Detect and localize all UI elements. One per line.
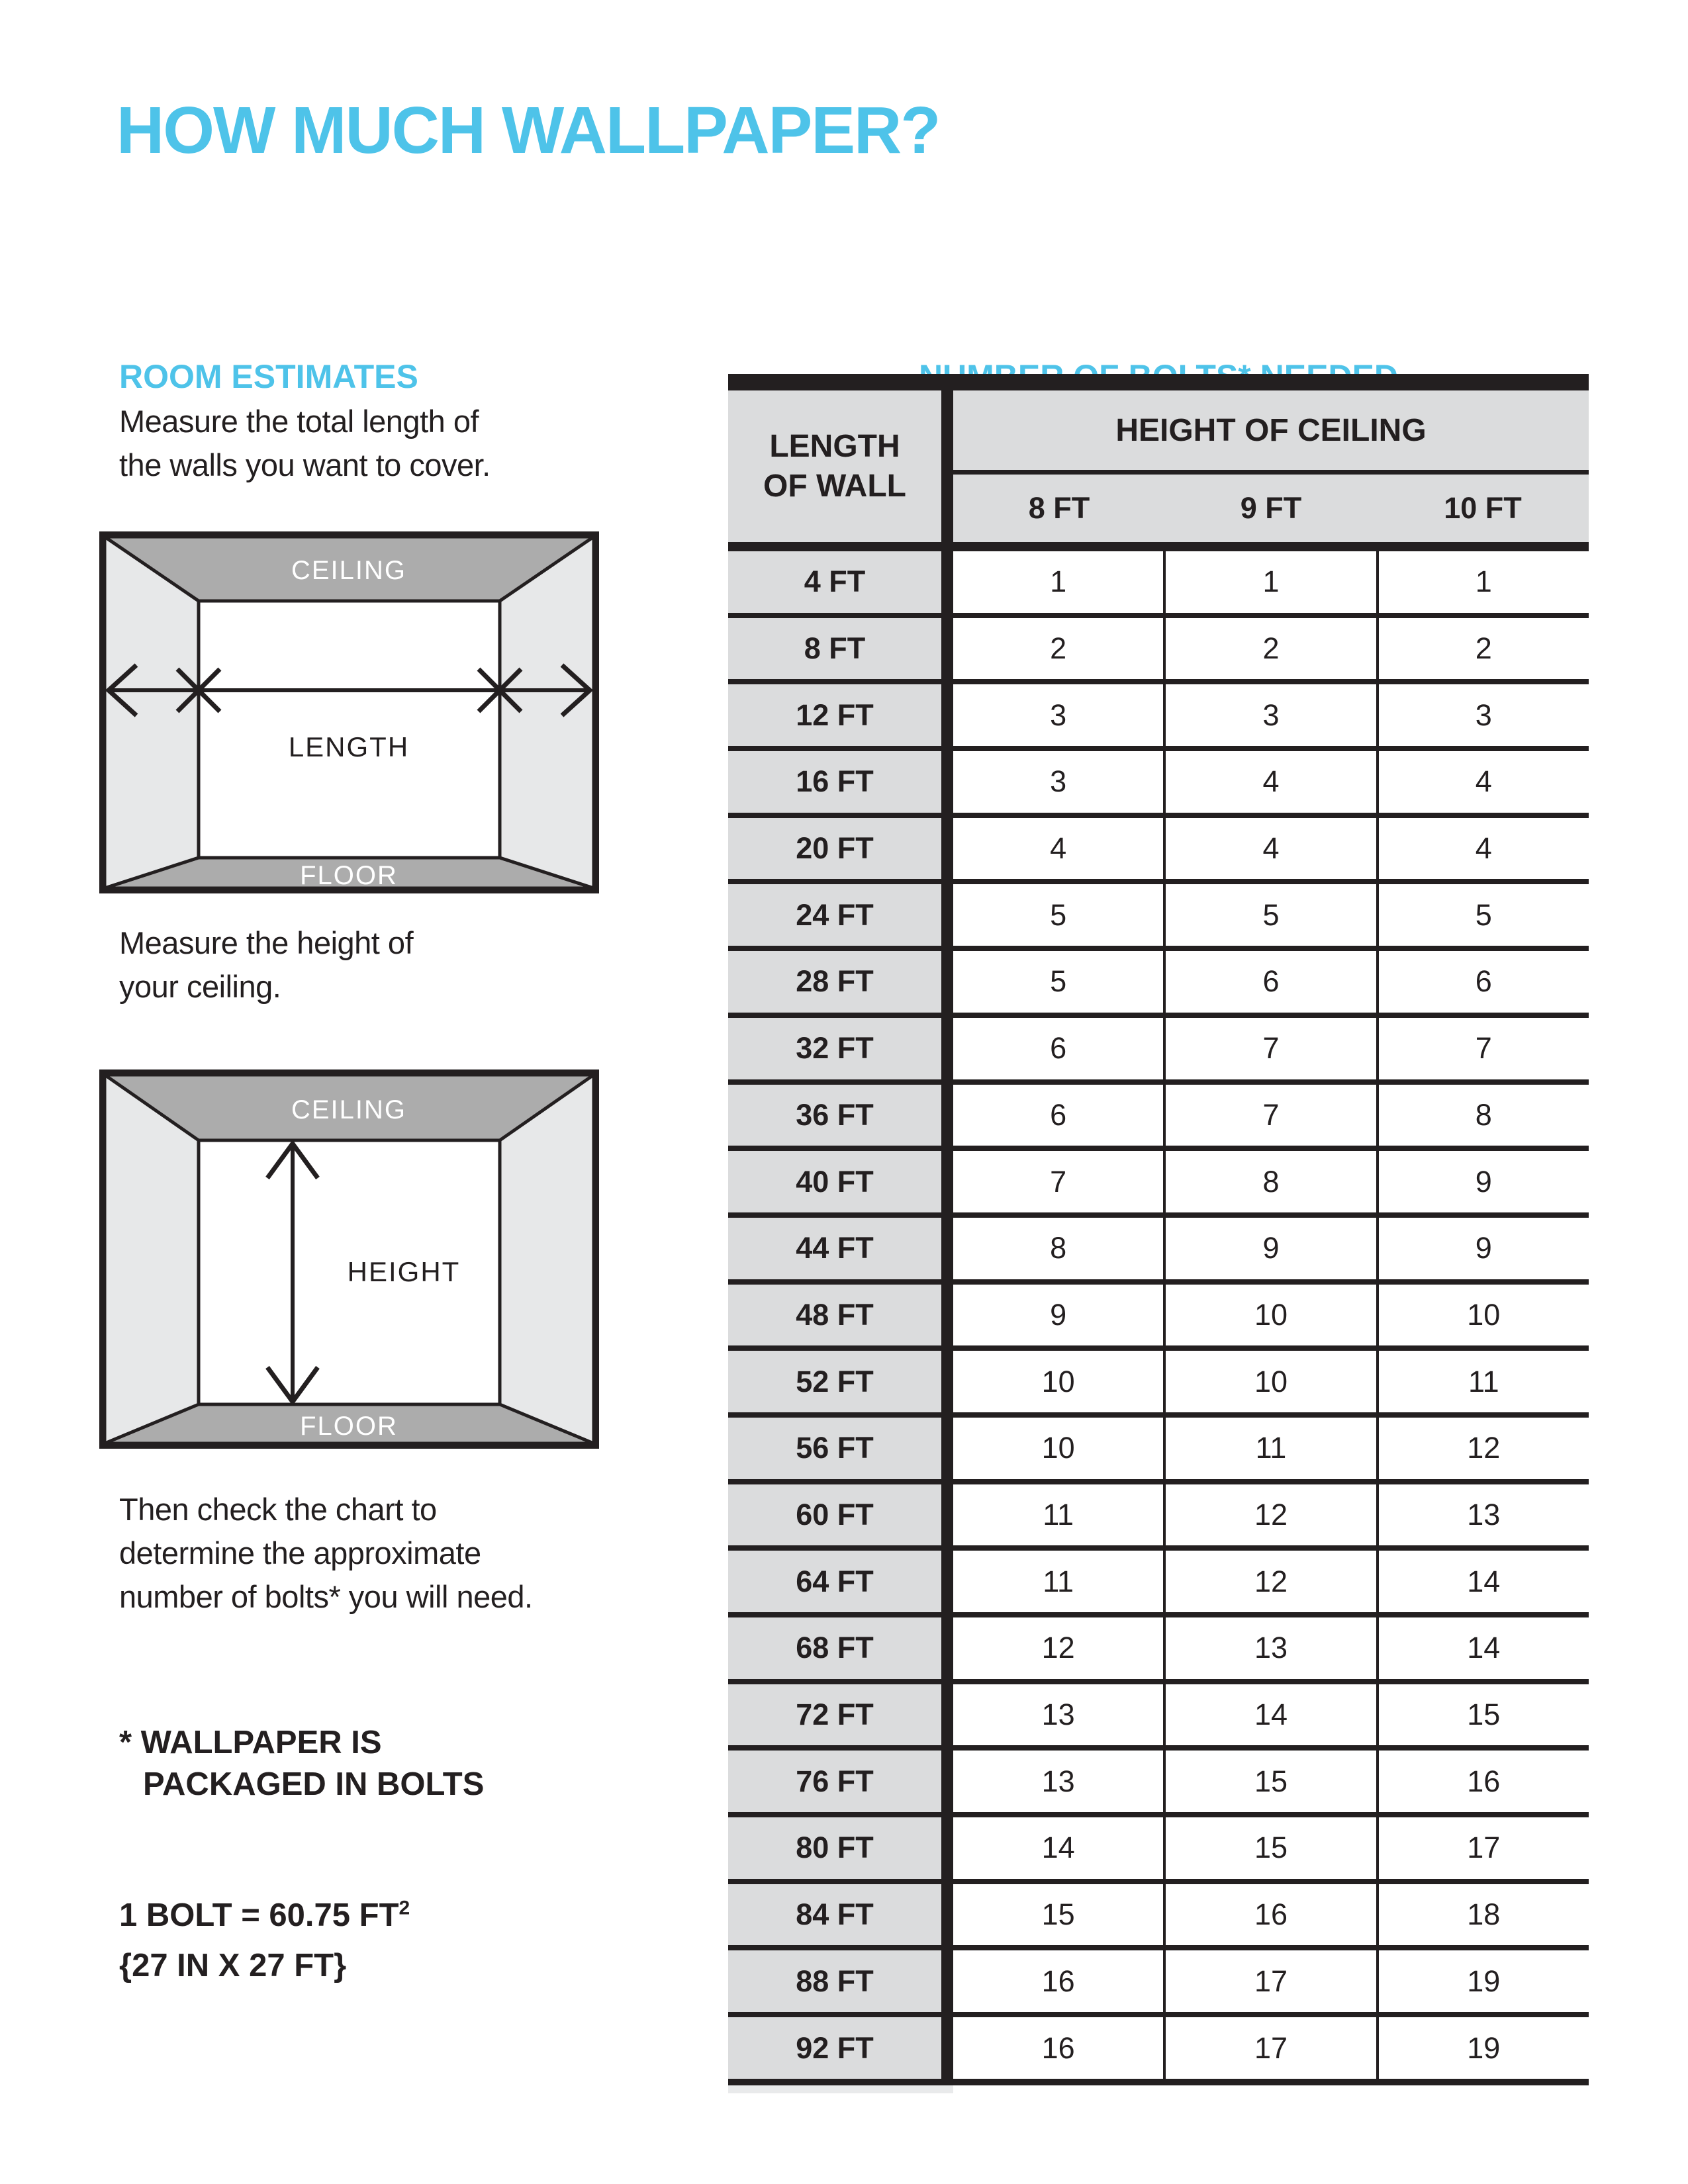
row-label-76-ft: 76 FT bbox=[728, 1751, 953, 1812]
instruction-line: the walls you want to cover. bbox=[119, 447, 491, 482]
cell-16-ft-9-ft: 4 bbox=[1163, 751, 1376, 813]
ceiling-label: CEILING bbox=[291, 556, 407, 585]
cell-36-ft-10-ft: 8 bbox=[1376, 1085, 1589, 1146]
bolt-dimensions-line: {27 IN X 27 FT} bbox=[119, 1948, 347, 1983]
table-row bbox=[728, 951, 1589, 1018]
cell-28-ft-10-ft: 6 bbox=[1376, 951, 1589, 1013]
row-label-72-ft: 72 FT bbox=[728, 1684, 953, 1746]
cell-4-ft-9-ft: 1 bbox=[1163, 551, 1376, 613]
cell-52-ft-10-ft: 11 bbox=[1376, 1351, 1589, 1412]
height-of-ceiling-header: HEIGHT OF CEILING bbox=[953, 390, 1589, 475]
cell-60-ft-10-ft: 13 bbox=[1376, 1484, 1589, 1546]
cell-52-ft-8-ft: 10 bbox=[953, 1351, 1163, 1412]
cell-8-ft-10-ft: 2 bbox=[1376, 618, 1589, 680]
cell-72-ft-9-ft: 14 bbox=[1163, 1684, 1376, 1746]
table-footer-strip bbox=[728, 2085, 953, 2093]
room-length-svg bbox=[99, 531, 599, 893]
row-label-80-ft: 80 FT bbox=[728, 1817, 953, 1879]
floor-label: FLOOR bbox=[300, 861, 398, 890]
bolt-area-text: 1 BOLT = 60.75 FT bbox=[119, 1897, 399, 1933]
cell-48-ft-9-ft: 10 bbox=[1163, 1285, 1376, 1346]
room-height-diagram bbox=[99, 1069, 599, 1452]
row-label-92-ft: 92 FT bbox=[728, 2017, 953, 2079]
cell-12-ft-9-ft: 3 bbox=[1163, 684, 1376, 746]
cell-4-ft-8-ft: 1 bbox=[953, 551, 1163, 613]
instruction-measure-length bbox=[119, 400, 491, 487]
cell-16-ft-8-ft: 3 bbox=[953, 751, 1163, 813]
cell-84-ft-10-ft: 18 bbox=[1376, 1884, 1589, 1946]
subheader-10ft: 10 FT bbox=[1444, 491, 1522, 525]
cell-24-ft-8-ft: 5 bbox=[953, 884, 1163, 946]
cell-80-ft-8-ft: 14 bbox=[953, 1817, 1163, 1879]
table-row bbox=[728, 1551, 1589, 1617]
row-label-8-ft: 8 FT bbox=[728, 618, 953, 680]
instruction-line: determine the approximate bbox=[119, 1535, 481, 1570]
height-of-ceiling-header-group bbox=[953, 390, 1589, 542]
ceiling-label: CEILING bbox=[291, 1095, 407, 1124]
row-label-56-ft: 56 FT bbox=[728, 1418, 953, 1479]
cell-68-ft-8-ft: 12 bbox=[953, 1617, 1163, 1679]
row-label-12-ft: 12 FT bbox=[728, 684, 953, 746]
cell-32-ft-8-ft: 6 bbox=[953, 1018, 1163, 1079]
bolt-size-formula bbox=[119, 1890, 410, 1991]
cell-76-ft-10-ft: 16 bbox=[1376, 1751, 1589, 1812]
cell-64-ft-10-ft: 14 bbox=[1376, 1551, 1589, 1612]
row-label-60-ft: 60 FT bbox=[728, 1484, 953, 1546]
instruction-line: Measure the total length of bbox=[119, 404, 479, 439]
cell-76-ft-8-ft: 13 bbox=[953, 1751, 1163, 1812]
cell-36-ft-9-ft: 7 bbox=[1163, 1085, 1376, 1146]
cell-88-ft-9-ft: 17 bbox=[1163, 1950, 1376, 2012]
height-label: HEIGHT bbox=[347, 1256, 461, 1287]
cell-20-ft-8-ft: 4 bbox=[953, 818, 1163, 880]
cell-40-ft-8-ft: 7 bbox=[953, 1151, 1163, 1212]
floor-label: FLOOR bbox=[300, 1412, 398, 1441]
table-row bbox=[728, 1884, 1589, 1951]
cell-44-ft-10-ft: 9 bbox=[1376, 1218, 1589, 1279]
cell-68-ft-9-ft: 13 bbox=[1163, 1617, 1376, 1679]
table-row bbox=[728, 1817, 1589, 1884]
cell-88-ft-10-ft: 19 bbox=[1376, 1950, 1589, 2012]
row-label-28-ft: 28 FT bbox=[728, 951, 953, 1013]
cell-8-ft-8-ft: 2 bbox=[953, 618, 1163, 680]
row-label-44-ft: 44 FT bbox=[728, 1218, 953, 1279]
room-height-svg bbox=[99, 1069, 599, 1449]
instruction-line: Measure the height of bbox=[119, 925, 414, 960]
table-row bbox=[728, 884, 1589, 951]
table-row bbox=[728, 1351, 1589, 1418]
table-row bbox=[728, 751, 1589, 818]
cell-56-ft-10-ft: 12 bbox=[1376, 1418, 1589, 1479]
table-row bbox=[728, 1751, 1589, 1817]
room-length-diagram bbox=[99, 531, 599, 897]
page-title: HOW MUCH WALLPAPER? bbox=[117, 93, 940, 167]
cell-84-ft-8-ft: 15 bbox=[953, 1884, 1163, 1946]
cell-44-ft-9-ft: 9 bbox=[1163, 1218, 1376, 1279]
cell-52-ft-9-ft: 10 bbox=[1163, 1351, 1376, 1412]
footnote-line: PACKAGED IN BOLTS bbox=[143, 1766, 485, 1802]
table-row bbox=[728, 1617, 1589, 1684]
row-label-36-ft: 36 FT bbox=[728, 1085, 953, 1146]
cell-64-ft-8-ft: 11 bbox=[953, 1551, 1163, 1612]
cell-60-ft-9-ft: 12 bbox=[1163, 1484, 1376, 1546]
cell-48-ft-8-ft: 9 bbox=[953, 1285, 1163, 1346]
table-rows bbox=[728, 542, 1589, 2085]
cell-12-ft-8-ft: 3 bbox=[953, 684, 1163, 746]
row-label-4-ft: 4 FT bbox=[728, 551, 953, 613]
cell-36-ft-8-ft: 6 bbox=[953, 1085, 1163, 1146]
cell-80-ft-10-ft: 17 bbox=[1376, 1817, 1589, 1879]
row-label-24-ft: 24 FT bbox=[728, 884, 953, 946]
row-label-20-ft: 20 FT bbox=[728, 818, 953, 880]
row-label-40-ft: 40 FT bbox=[728, 1151, 953, 1212]
instruction-measure-height bbox=[119, 921, 413, 1009]
cell-24-ft-10-ft: 5 bbox=[1376, 884, 1589, 946]
back-wall bbox=[199, 601, 500, 858]
table-row bbox=[728, 1018, 1589, 1085]
cell-56-ft-9-ft: 11 bbox=[1163, 1418, 1376, 1479]
cell-92-ft-10-ft: 19 bbox=[1376, 2017, 1589, 2079]
cell-28-ft-8-ft: 5 bbox=[953, 951, 1163, 1013]
header-line: OF WALL bbox=[763, 468, 906, 504]
table-row bbox=[728, 1484, 1589, 1551]
cell-92-ft-9-ft: 17 bbox=[1163, 2017, 1376, 2079]
cell-72-ft-10-ft: 15 bbox=[1376, 1684, 1589, 1746]
footnote-line: * WALLPAPER IS bbox=[119, 1725, 382, 1760]
cell-4-ft-10-ft: 1 bbox=[1376, 551, 1589, 613]
cell-72-ft-8-ft: 13 bbox=[953, 1684, 1163, 1746]
row-label-16-ft: 16 FT bbox=[728, 751, 953, 813]
bolts-table bbox=[728, 374, 1589, 2093]
table-row bbox=[728, 1085, 1589, 1152]
cell-40-ft-9-ft: 8 bbox=[1163, 1151, 1376, 1212]
table-row bbox=[728, 1218, 1589, 1285]
cell-68-ft-10-ft: 14 bbox=[1376, 1617, 1589, 1679]
cell-32-ft-10-ft: 7 bbox=[1376, 1018, 1589, 1079]
cell-24-ft-9-ft: 5 bbox=[1163, 884, 1376, 946]
row-label-84-ft: 84 FT bbox=[728, 1884, 953, 1946]
header-line: LENGTH bbox=[769, 428, 900, 464]
cell-28-ft-9-ft: 6 bbox=[1163, 951, 1376, 1013]
table-row bbox=[728, 1285, 1589, 1351]
cell-8-ft-9-ft: 2 bbox=[1163, 618, 1376, 680]
cell-32-ft-9-ft: 7 bbox=[1163, 1018, 1376, 1079]
cell-16-ft-10-ft: 4 bbox=[1376, 751, 1589, 813]
table-row bbox=[728, 551, 1589, 618]
cell-40-ft-10-ft: 9 bbox=[1376, 1151, 1589, 1212]
cell-44-ft-8-ft: 8 bbox=[953, 1218, 1163, 1279]
cell-64-ft-9-ft: 12 bbox=[1163, 1551, 1376, 1612]
cell-76-ft-9-ft: 15 bbox=[1163, 1751, 1376, 1812]
instruction-line: Then check the chart to bbox=[119, 1492, 437, 1527]
cell-12-ft-10-ft: 3 bbox=[1376, 684, 1589, 746]
row-label-68-ft: 68 FT bbox=[728, 1617, 953, 1679]
cell-20-ft-9-ft: 4 bbox=[1163, 818, 1376, 880]
instruction-check-chart bbox=[119, 1488, 533, 1619]
cell-88-ft-8-ft: 16 bbox=[953, 1950, 1163, 2012]
table-top-border bbox=[728, 374, 1589, 390]
instruction-line: number of bolts* you will need. bbox=[119, 1579, 533, 1614]
cell-60-ft-8-ft: 11 bbox=[953, 1484, 1163, 1546]
row-label-48-ft: 48 FT bbox=[728, 1285, 953, 1346]
table-row bbox=[728, 1151, 1589, 1218]
table-row bbox=[728, 1950, 1589, 2017]
length-of-wall-header bbox=[728, 390, 953, 542]
ceiling-height-subheaders bbox=[953, 475, 1589, 542]
row-label-52-ft: 52 FT bbox=[728, 1351, 953, 1412]
subheader-9ft: 9 FT bbox=[1240, 491, 1302, 525]
bolt-area-exponent: 2 bbox=[399, 1897, 410, 1919]
cell-92-ft-8-ft: 16 bbox=[953, 2017, 1163, 2079]
table-row bbox=[728, 2017, 1589, 2085]
cell-84-ft-9-ft: 16 bbox=[1163, 1884, 1376, 1946]
table-row bbox=[728, 818, 1589, 885]
row-label-88-ft: 88 FT bbox=[728, 1950, 953, 2012]
bolt-area-line bbox=[119, 1890, 410, 1940]
table-row bbox=[728, 1418, 1589, 1484]
table-row bbox=[728, 618, 1589, 685]
cell-56-ft-8-ft: 10 bbox=[953, 1418, 1163, 1479]
cell-20-ft-10-ft: 4 bbox=[1376, 818, 1589, 880]
row-label-32-ft: 32 FT bbox=[728, 1018, 953, 1079]
cell-48-ft-10-ft: 10 bbox=[1376, 1285, 1589, 1346]
table-row bbox=[728, 684, 1589, 751]
room-estimates-heading: ROOM ESTIMATES bbox=[119, 358, 418, 395]
instruction-line: your ceiling. bbox=[119, 969, 281, 1004]
wallpaper-bolts-footnote bbox=[119, 1722, 484, 1805]
table-header bbox=[728, 390, 1589, 542]
length-label: LENGTH bbox=[288, 731, 410, 762]
subheader-8ft: 8 FT bbox=[1028, 491, 1090, 525]
row-label-64-ft: 64 FT bbox=[728, 1551, 953, 1612]
cell-80-ft-9-ft: 15 bbox=[1163, 1817, 1376, 1879]
table-row bbox=[728, 1684, 1589, 1751]
